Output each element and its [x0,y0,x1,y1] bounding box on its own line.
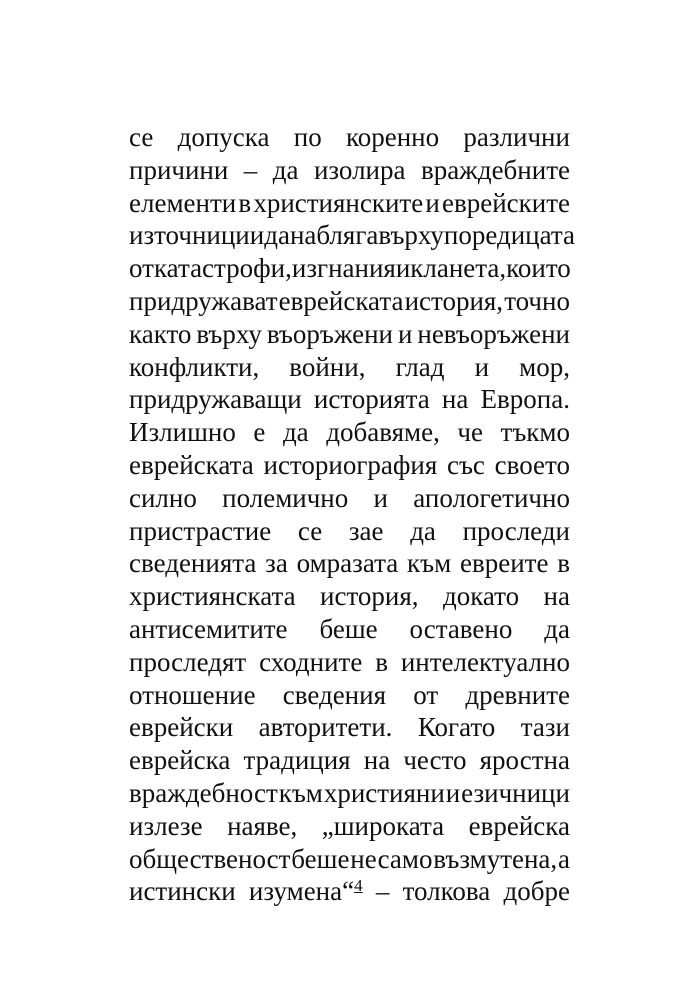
word: „широката [321,810,445,841]
word: поредицата [443,220,576,251]
word: източници [129,220,250,251]
word: често [403,745,467,776]
text-line [129,711,570,744]
word: тази [520,712,570,743]
text-line [129,515,570,548]
word: конфликти, [129,351,260,382]
word: яростна [479,745,570,776]
word: не [350,843,377,874]
body-text [129,121,576,908]
word: за [265,548,288,579]
word: по [293,122,322,152]
word: еврейска [129,745,231,776]
word: в [238,187,252,218]
word: проследят [129,646,247,677]
word: оставено [409,613,513,644]
word: и [373,482,388,513]
word: традиция [243,745,351,776]
word: коренно [345,122,440,152]
word: сходните [259,646,363,677]
word: Когато [417,712,496,743]
word: толкова [402,876,491,907]
text-line [129,416,570,449]
word: – [243,154,258,185]
word: че [457,417,483,448]
word: враждебност [129,777,278,808]
word: набляга [289,220,379,251]
word: авторитети. [258,712,393,743]
word: различни [463,122,570,152]
word: християни [323,777,445,808]
text-line [129,154,570,187]
word: войни, [289,351,366,382]
word: своето [494,449,570,480]
word: точно [504,285,570,316]
word: елементи [129,187,237,218]
word: история, [404,285,504,316]
text-line [129,482,570,515]
word: сведенията [129,548,257,579]
word: придружават [129,285,278,316]
word: и [425,187,440,218]
word: езичници [461,777,570,808]
word: върху [378,220,444,251]
word: истински [129,876,236,907]
word: тъкмо [500,417,570,448]
word: и [445,777,461,808]
word: на [441,384,469,415]
word: само [377,843,433,874]
word: еврейската [129,449,254,480]
word: катастрофи, [153,253,292,284]
word: изолира [313,154,406,185]
word: еврейски [129,712,234,743]
word: и [249,220,265,251]
word: да [410,515,436,546]
word: история, [320,581,419,612]
word: еврейските [442,187,570,218]
word: и [397,318,413,349]
text-line [129,351,570,384]
word: древните [465,679,570,710]
word: силно [129,482,197,513]
word: както [129,318,192,349]
word: глад [395,351,445,382]
text-line [129,744,570,777]
word: да [544,613,570,644]
word: зае [348,515,384,546]
word: пристрастие [129,515,272,546]
word: беше [291,843,350,874]
word: да [282,417,309,448]
word: със [446,449,485,480]
text-line [129,547,570,580]
word: придружаващи [129,384,302,415]
text-line [129,449,570,482]
word: върху [196,318,262,349]
word: еврейската [278,285,404,316]
word: кланета, [410,253,507,284]
word: проследи [462,515,570,546]
word: добре [503,876,570,907]
text-line [129,679,570,712]
word: отношение [129,679,256,710]
word: въоръжени [266,318,394,349]
text-line [129,777,570,810]
word: и [474,351,490,382]
text-line [129,121,570,154]
word: да [264,220,290,251]
text-line [129,187,570,220]
word: възмутена, [433,843,558,874]
word: враждебните [420,154,570,185]
text-line [129,285,570,318]
word: наяве, [227,810,298,841]
word: на [363,745,391,776]
word: мор, [519,351,570,382]
word: и [395,253,411,284]
word: – [375,876,390,907]
word: причини [129,154,229,185]
text-line [129,318,570,351]
word: християнската [129,581,296,612]
word: евреите [460,548,549,579]
word: изумена“ [248,876,355,907]
word: които [506,253,571,284]
text-line [129,843,570,876]
text-line [129,810,570,843]
word: в [375,646,388,677]
word: към [278,777,323,808]
word: историография [263,449,438,480]
word: християнските [253,187,424,218]
word: към [407,548,452,579]
text-line [129,219,576,252]
word: в [557,548,570,579]
word: полемично [222,482,349,513]
word: еврейска [468,810,570,841]
word: от [413,679,439,710]
word: се [297,515,323,546]
word-with-footnote [249,875,363,908]
word: допуска [177,122,270,152]
text-line [129,383,570,416]
word: да [272,154,299,185]
text-line [129,613,570,646]
text-line [129,252,570,285]
word: Европа. [480,384,570,415]
word: изгнания [291,253,396,284]
word: от [129,253,154,284]
word: а [558,843,570,874]
word: интелектуално [400,646,570,677]
word: Излишно [129,417,236,448]
word: историята [313,384,430,415]
footnote-link[interactable]: 4 [354,876,363,896]
text-line [129,580,570,613]
text-line [129,875,570,908]
word: омразата [296,548,399,579]
word: излезе [129,810,203,841]
word: апологетично [413,482,570,513]
word: добавяме, [326,417,440,448]
text-line [129,646,570,679]
word: невъоръжени [417,318,570,349]
word: сведения [282,679,386,710]
word: антисемитите [129,613,288,644]
word: е [253,417,266,448]
word: докато [442,581,520,612]
word: беше [319,613,378,644]
word: на [543,581,570,612]
word: общественост [129,843,291,874]
word: се [129,122,154,152]
